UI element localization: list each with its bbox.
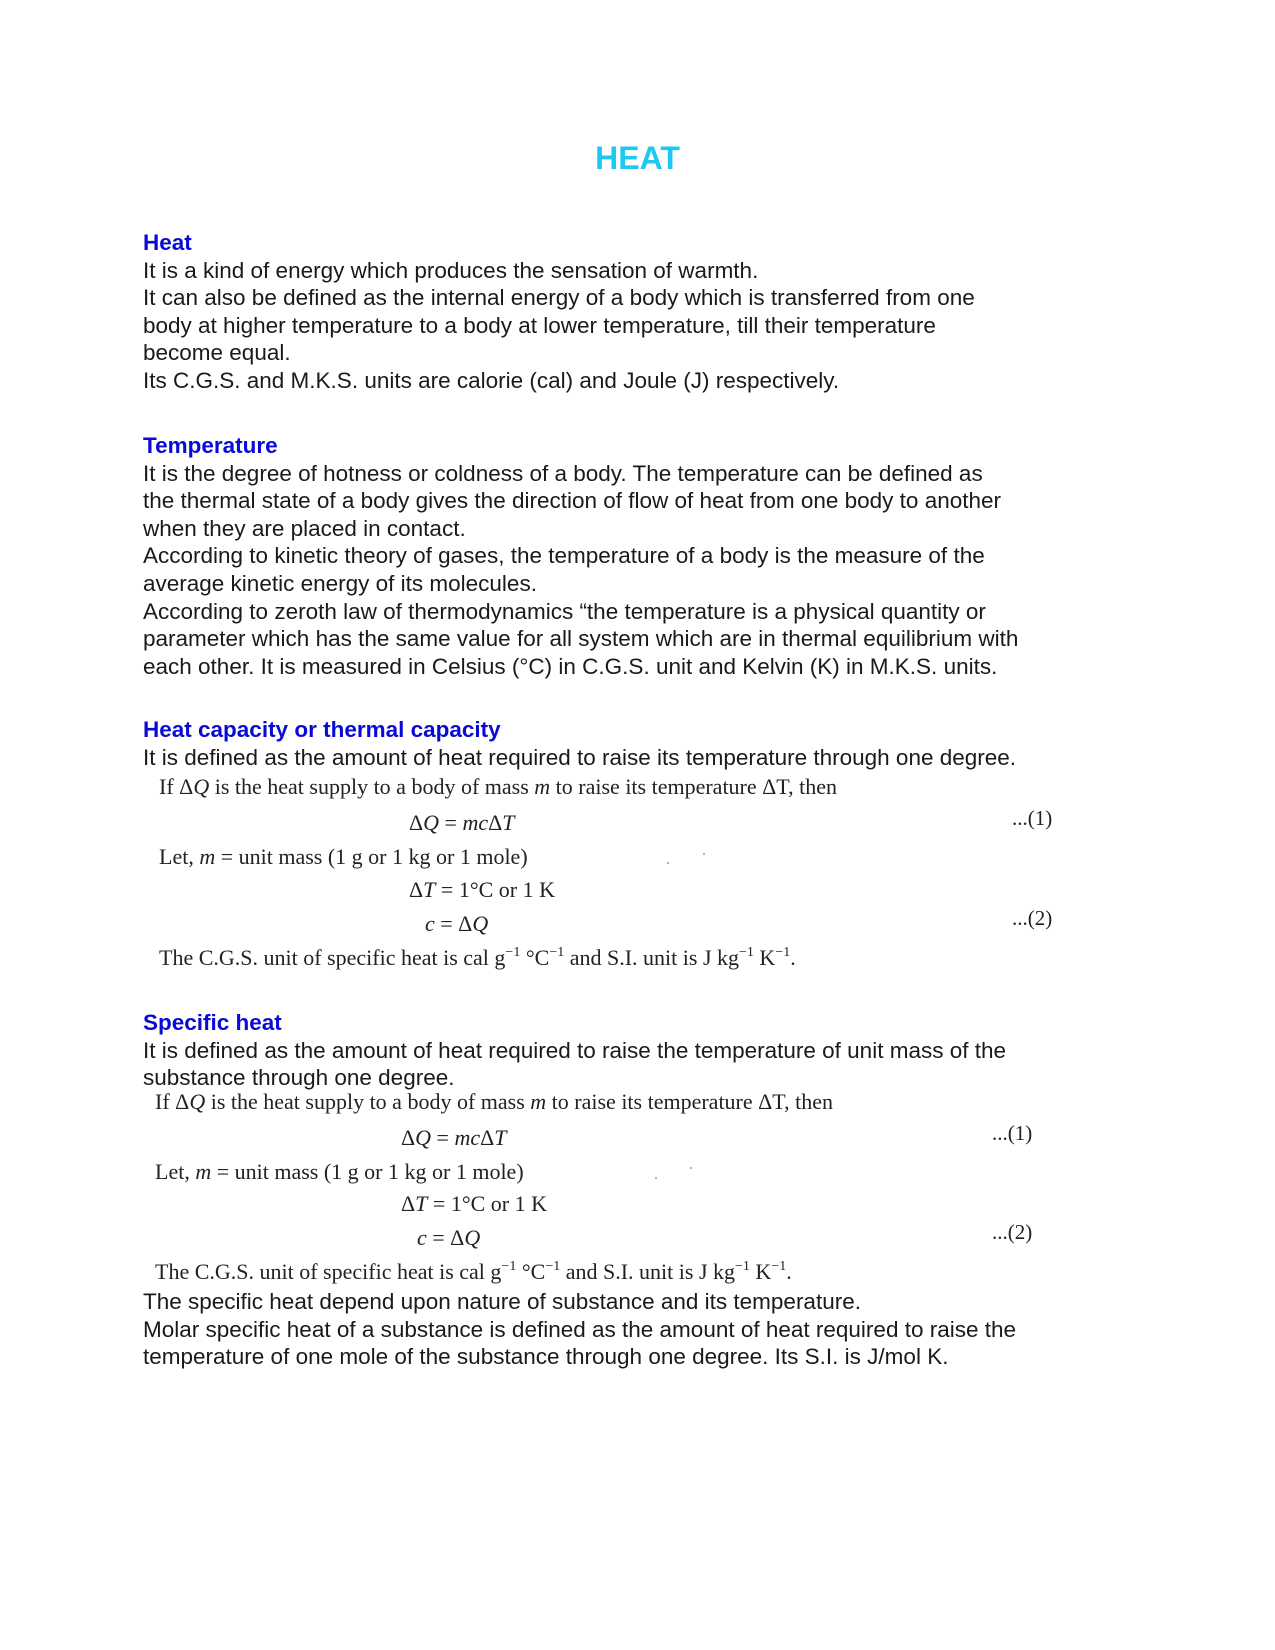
text: °C [520,945,550,970]
section-heading: Specific heat [143,1010,282,1035]
let-statement [155,1161,524,1183]
paragraph-line: average kinetic energy of its molecules. [143,570,537,596]
paragraph-line: It is defined as the amount of heat required to raise its temperature through one degree. [143,744,1017,770]
superscript: −1 [505,945,521,960]
var-c: c [417,1225,427,1250]
var-t: T [494,1125,507,1150]
var-mc: mc [462,810,489,835]
text: K [753,945,776,970]
paragraph-line: The specific heat depend upon nature of substance and its temperature. [143,1289,861,1314]
text: The C.G.S. unit of specific heat is cal g [159,945,506,970]
paragraph-line: According to zeroth law of thermodynamics “the temperature is a physical quantity or [143,598,986,624]
text: Let, [155,1159,196,1184]
superscript: −1 [545,1259,561,1274]
paragraph-line: the thermal state of a body gives the direction of flow of heat from one body to another [143,488,1002,514]
text: . [786,1259,792,1284]
text: is the heat supply to a body of mass [205,1089,531,1114]
section-heading: Temperature [143,433,278,458]
scan-speck [655,1177,657,1179]
text: Δ [488,810,503,835]
text: = [431,1125,455,1150]
text: = 1°C or 1 K [435,877,555,902]
paragraph-line: body at higher temperature to a body at lower temperature, till their temperature [143,312,936,338]
var-mc: mc [454,1125,481,1150]
text: = unit mass (1 g or 1 kg or 1 mole) [215,844,528,869]
paragraph-line: According to kinetic theory of gases, the temperature of a body is the measure of the [143,543,985,569]
text: If Δ [155,1089,190,1114]
text: K [749,1259,772,1284]
text: . [790,945,796,970]
unit-statement [159,947,796,969]
unit-statement [155,1261,792,1283]
paragraph-line: It is the degree of hotness or coldness of a body. The temperature can be defined as [143,460,983,486]
section-temperature [143,432,1083,680]
paragraph-line: when they are placed in contact. [143,515,466,541]
text: If Δ [159,774,194,799]
let-statement [159,846,528,868]
paragraph-line: It is a kind of energy which produces the sensation of warmth. [143,257,759,283]
scan-speck [703,853,705,855]
paragraph-line: Its C.G.S. and M.K.S. units are calorie (cal) and Joule (J) respectively. [143,367,840,393]
var-q: Q [189,1089,206,1114]
var-m: m [199,844,216,869]
var-q: Q [472,911,489,936]
var-q: Q [415,1125,432,1150]
section-specific-heat [143,1009,1083,1092]
text: to raise its temperature ΔT, then [546,1089,833,1114]
text: Let, [159,844,200,869]
scan-speck [667,862,669,864]
text: and S.I. unit is J kg [560,1259,736,1284]
equation-1 [409,812,515,834]
section-heat [143,229,1083,395]
paragraph-line: parameter which has the same value for all system which are in thermal equilibrium with [143,626,1019,652]
text: = unit mass (1 g or 1 kg or 1 mole) [211,1159,524,1184]
text: Δ [480,1125,495,1150]
superscript: −1 [771,1259,787,1274]
paragraph-line: Molar specific heat of a substance is defined as the amount of heat required to raise the [143,1316,1017,1342]
text: Δ [401,1125,416,1150]
section-heading: Heat capacity or thermal capacity [143,717,501,742]
superscript: −1 [739,945,754,960]
section-heading: Heat [143,230,192,255]
text: is the heat supply to a body of mass [209,774,535,799]
equation-2 [417,1227,480,1249]
text: = [439,810,463,835]
paragraph-line: temperature of one mole of the substance through one degree. Its S.I. is J/mol K. [143,1344,949,1370]
superscript: −1 [775,945,791,960]
var-t: T [423,877,436,902]
equation-number: ...(1) [992,1121,1033,1145]
text: = Δ [434,911,473,936]
text: Δ [401,1191,416,1216]
equation-2 [425,913,488,935]
scan-speck [690,1167,692,1169]
var-m: m [530,1089,547,1114]
var-t: T [502,810,515,835]
paragraph-line: each other. It is measured in Celsius (°C) in C.G.S. unit and Kelvin (K) in M.K.S. units. [143,653,998,679]
section-specific-heat-continued [143,1288,1083,1371]
page-title: HEAT [595,140,680,176]
text: Δ [409,877,424,902]
paragraph-line: substance through one degree. [143,1065,455,1091]
text: Δ [409,810,424,835]
derivation-intro [159,776,837,798]
derivation-intro [155,1091,833,1113]
equation-1 [401,1127,507,1149]
paragraph-line: It is defined as the amount of heat required to raise the temperature of unit mass of the [143,1037,1006,1063]
text: = Δ [426,1225,465,1250]
paragraph-line: become equal. [143,340,291,366]
var-q: Q [423,810,440,835]
superscript: −1 [735,1259,750,1274]
text: °C [516,1259,546,1284]
text: and S.I. unit is J kg [564,945,740,970]
text: The C.G.S. unit of specific heat is cal g [155,1259,502,1284]
text: to raise its temperature ΔT, then [550,774,837,799]
var-c: c [425,911,435,936]
equation-number: ...(2) [1012,906,1053,930]
equation-number: ...(2) [992,1220,1033,1244]
text: = 1°C or 1 K [427,1191,547,1216]
section-heat-capacity [143,716,1083,771]
superscript: −1 [501,1259,517,1274]
superscript: −1 [549,945,565,960]
var-q: Q [193,774,210,799]
delta-t-line [409,879,555,901]
paragraph-line: It can also be defined as the internal energy of a body which is transferred from one [143,285,975,311]
var-q: Q [464,1225,481,1250]
equation-number: ...(1) [1012,806,1053,830]
var-m: m [534,774,551,799]
var-t: T [415,1191,428,1216]
var-m: m [195,1159,212,1184]
delta-t-line [401,1193,547,1215]
